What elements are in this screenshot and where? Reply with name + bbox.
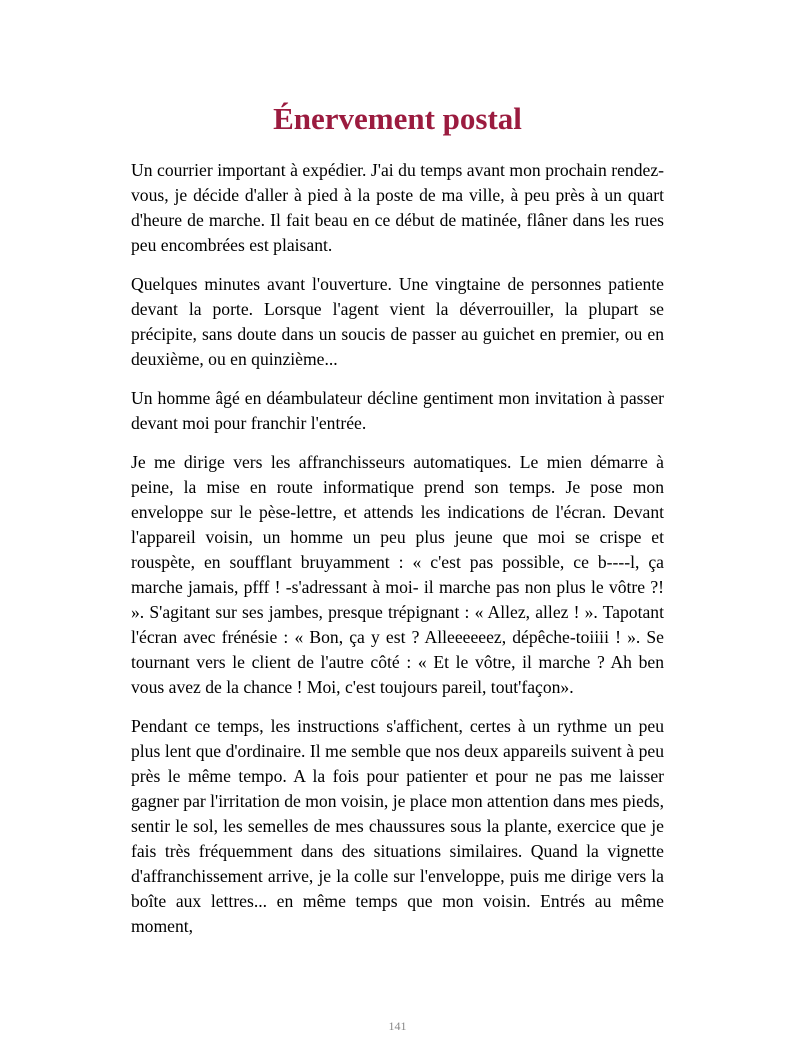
body-text bbox=[131, 158, 664, 953]
page-title: Énervement postal bbox=[273, 101, 522, 136]
paragraph-4: Je me dirige vers les affranchisseurs automatiques. Le mien démarre à peine, la mise en route informatique prend son temps. Je pose mon enveloppe sur le pèse-lettre, et attends les indications de l'écran. Devant l'appareil voisin, un homme un peu plus jeune que moi se crispe et rouspète, en soufflant bruyamment : « c'est pas possible, ce b----l, ça marche jamais, pfff ! -s'adressant à moi- il marche pas non plus le vôtre ?! ». S'agitant sur ses jambes, presque trépignant : « Allez, allez ! ». Tapotant l'écran avec frénésie : « Bon, ça y est ? Alleeeeeez, dépêche-toiiii ! ». Se tournant vers le client de l'autre côté : « Et le vôtre, il marche ? Ah ben vous avez de la chance ! Moi, c'est toujours pareil, tout'façon». bbox=[131, 452, 664, 697]
paragraph-5: Pendant ce temps, les instructions s'affichent, certes à un rythme un peu plus lent que d'ordinaire. Il me semble que nos deux appareils suivent à peu près le même tempo. A la fois pour patienter et pour ne pas me laisser gagner par l'irritation de mon voisin, je place mon attention dans mes pieds, sentir le sol, les semelles de mes chaussures sous la plante, exercice que je fais très fréquemment dans des situations similaires. Quand la vignette d'affranchissement arrive, je la colle sur l'enveloppe, puis me dirige vers la boîte aux lettres... en même temps que mon voisin. Entrés au même moment, bbox=[131, 716, 664, 936]
page-number: 141 bbox=[388, 1019, 407, 1033]
paragraph-2: Quelques minutes avant l'ouverture. Une vingtaine de personnes patiente devant la porte. Lorsque l'agent vient la déverrouiller, la plupart se précipite, sans doute dans un soucis de passer au guichet en premier, ou en deuxième, ou en quinzième... bbox=[131, 274, 664, 369]
paragraph-3: Un homme âgé en déambulateur décline gentiment mon invitation à passer devant moi pour franchir l'entrée. bbox=[131, 388, 664, 433]
paragraph-1: Un courrier important à expédier. J'ai du temps avant mon prochain rendez-vous, je décide d'aller à pied à la poste de ma ville, à peu près à un quart d'heure de marche. Il fait beau en ce début de matinée, flâner dans les rues peu encombrées est plaisant. bbox=[131, 160, 664, 255]
